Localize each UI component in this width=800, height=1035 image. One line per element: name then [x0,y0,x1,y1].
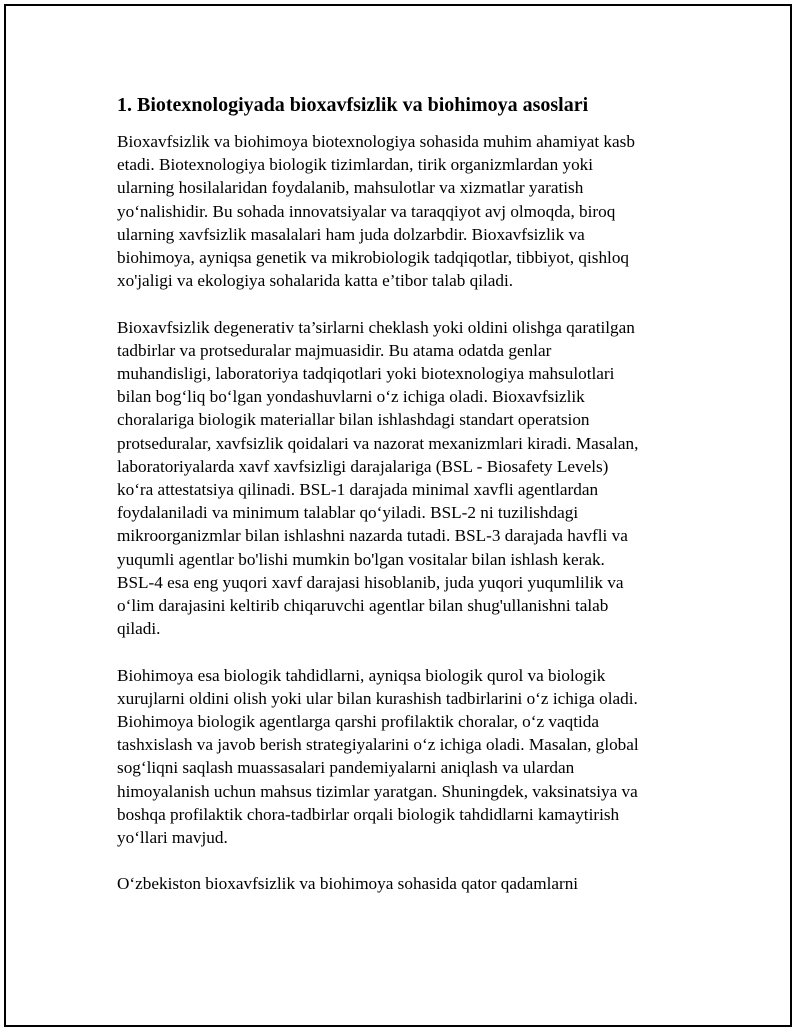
text-line: protseduralar, xavfsizlik qoidalari va nazorat mexanizmlari kiradi. Masalan, [117,433,639,453]
text-line: muhandisligi, laboratoriya tadqiqotlari yoki biotexnologiya mahsulotlari [117,364,615,384]
text-line: biohimoya, ayniqsa genetik va mikrobiologik tadqiqotlar, tibbiyot, qishloq [117,248,630,268]
text-line: choralariga biologik materiallar bilan ishlashdagi standart operatsion [117,410,590,430]
text-line: foydalaniladi va minimum talablar qo‘yiladi. BSL-2 ni tuzilishdagi [117,503,579,523]
text-line: Biohimoya esa biologik tahdidlarni, ayniqsa biologik qurol va biologik [117,665,606,685]
text-line: xo'jaligi va ekologiya sohalarida katta e’tibor talab qiladi. [117,271,514,291]
text-line: etadi. Biotexnologiya biologik tizimlardan, tirik organizmlardan yoki [117,155,594,175]
paragraph [117,664,687,850]
text-line: sog‘liqni saqlash muassasalari pandemiyalarni aniqlash va ulardan [117,758,575,778]
text-line: o‘lim darajasini keltirib chiqaruvchi agentlar bilan shug'ullanishni talab [117,596,609,616]
text-line: BSL-4 esa eng yuqori xavf darajasi hisoblanib, juda yuqori yuqumlilik va [117,572,624,592]
text-line: yuqumli agentlar bo'lishi mumkin bo'lgan vositalar bilan ishlash kerak. [117,549,605,569]
text-line: ularning hosilalaridan foydalanib, mahsulotlar va xizmatlar yaratish [117,178,584,198]
paragraph-container [117,130,687,896]
paragraph [117,130,687,292]
text-line: Bioxavfsizlik va biohimoya biotexnologiya sohasida muhim ahamiyat kasb [117,132,635,151]
text-line: Bioxavfsizlik degenerativ ta’sirlarni cheklash yoki oldini olishga qaratilgan [117,317,635,337]
text-line: Biohimoya biologik agentlarga qarshi profilaktik choralar, o‘z vaqtida [117,712,600,732]
text-line: qiladi. [117,619,161,639]
text-line: mikroorganizmlar bilan ishlashni nazarda tutadi. BSL-3 darajada havfli va [117,526,628,546]
text-line: boshqa profilaktik chora-tadbirlar orqali biologik tahdidlarni kamaytirish [117,804,620,824]
text-line: tadbirlar va protseduralar majmuasidir. Bu atama odatda genlar [117,340,552,360]
text-line: yo‘nalishidir. Bu sohada innovatsiyalar va taraqqiyot avj olmoqda, biroq [117,201,616,221]
text-line: tashxislash va javob berish strategiyalarini o‘z ichiga oladi. Masalan, global [117,735,639,755]
text-line: laboratoriyalarda xavf xavfsizligi darajalariga (BSL - Biosafety Levels) [117,456,609,476]
section-heading: 1. Biotexnologiyada bioxavfsizlik va biohimoya asoslari [117,94,589,116]
text-line: O‘zbekiston bioxavfsizlik va biohimoya sohasida qator qadamlarni [117,874,579,894]
text-line: ko‘ra attestatsiya qilinadi. BSL-1 darajada minimal xavfli agentlardan [117,480,599,500]
text-line: himoyalanish uchun mahsus tizimlar yaratgan. Shuningdek, vaksinatsiya va [117,781,638,801]
text-line: bilan bog‘liq bo‘lgan yondashuvlarni o‘z ichiga oladi. Bioxavfsizlik [117,387,585,407]
text-line: yo‘llari mavjud. [117,828,228,848]
text-line: ularning xavfsizlik masalalari ham juda dolzarbdir. Bioxavfsizlik va [117,224,585,244]
paragraph [117,316,687,641]
document-body [117,91,687,919]
text-line: xurujlarni oldini olish yoki ular bilan kurashish tadbirlarini o‘z ichiga oladi. [117,688,638,708]
paragraph [117,872,687,895]
